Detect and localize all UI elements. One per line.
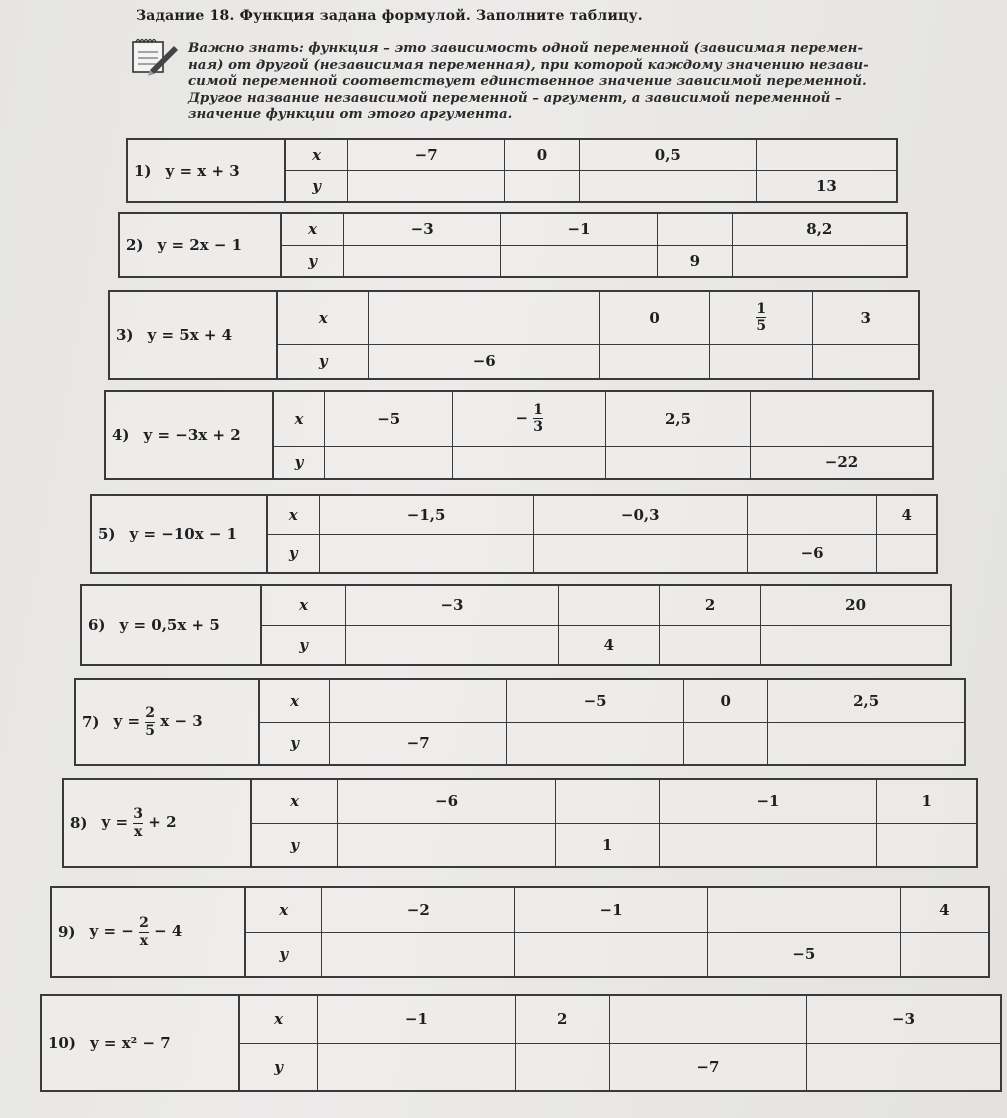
important-note xyxy=(188,40,903,123)
task-number: 10) xyxy=(48,1034,76,1052)
y-cell[interactable] xyxy=(600,344,710,378)
value-table xyxy=(260,680,964,764)
y-cell[interactable] xyxy=(346,625,559,664)
y-cell[interactable]: 9 xyxy=(657,245,732,276)
x-label: x xyxy=(262,586,346,625)
x-cell[interactable]: 4 xyxy=(900,888,988,932)
x-label: x xyxy=(268,496,319,534)
y-cell[interactable]: 1 xyxy=(555,823,659,866)
task-number: 1) xyxy=(134,161,152,180)
note-line: Другое название независимой переменной – аргумент, а зависимой переменной – xyxy=(188,89,842,106)
x-cell[interactable]: −7 xyxy=(348,140,505,171)
fraction-denominator: x xyxy=(133,823,143,840)
fraction-denominator: 5 xyxy=(145,722,156,739)
x-cell[interactable]: 0 xyxy=(684,680,768,722)
x-cell[interactable]: −1 xyxy=(501,214,658,245)
x-cell[interactable] xyxy=(558,586,659,625)
y-cell[interactable] xyxy=(348,171,505,202)
formula-fraction xyxy=(139,916,149,948)
task-formula xyxy=(82,586,262,664)
x-cell[interactable]: −1,5 xyxy=(319,496,533,534)
formula-text: y = 2x − 1 xyxy=(157,236,243,254)
y-cell[interactable]: −6 xyxy=(369,344,600,378)
value-table xyxy=(240,996,1000,1090)
x-cell[interactable]: 20 xyxy=(761,586,950,625)
task-number: 7) xyxy=(82,713,100,731)
formula-text xyxy=(114,706,203,738)
value-table xyxy=(286,140,896,201)
x-cell[interactable] xyxy=(750,392,932,446)
y-cell[interactable] xyxy=(684,722,768,764)
x-cell[interactable]: 3 xyxy=(813,292,918,344)
y-cell[interactable] xyxy=(761,625,950,664)
y-cell[interactable] xyxy=(768,722,964,764)
formula-fraction xyxy=(133,807,143,839)
x-cell[interactable]: −5 xyxy=(507,680,684,722)
formula-suffix: + 2 xyxy=(148,813,177,831)
fraction-numerator: 2 xyxy=(145,704,156,721)
y-cell[interactable] xyxy=(501,245,658,276)
note-line: значение функции от этого аргумента. xyxy=(188,106,513,122)
y-cell[interactable] xyxy=(710,344,813,378)
x-cell[interactable]: 0 xyxy=(600,292,710,344)
x-cell[interactable] xyxy=(657,214,732,245)
fraction-denominator: 3 xyxy=(533,419,544,436)
x-cell[interactable]: 0,5 xyxy=(579,140,756,171)
task-number: 2) xyxy=(126,236,144,254)
x-cell[interactable] xyxy=(369,292,600,344)
fraction-denominator: x xyxy=(139,932,149,949)
y-cell[interactable]: 13 xyxy=(756,171,896,202)
task-10 xyxy=(40,994,1002,1092)
formula-suffix: − 4 xyxy=(154,922,183,940)
fraction-one-third xyxy=(533,403,543,435)
x-cell[interactable]: 4 xyxy=(877,496,936,534)
task-number: 6) xyxy=(88,616,106,634)
y-cell[interactable] xyxy=(505,171,580,202)
y-cell[interactable] xyxy=(344,245,501,276)
x-label: x xyxy=(286,140,348,171)
y-cell[interactable] xyxy=(325,446,453,478)
x-cell[interactable] xyxy=(747,496,877,534)
fraction-numerator: 1 xyxy=(756,300,767,317)
task-5 xyxy=(90,494,938,574)
y-cell[interactable]: −7 xyxy=(609,1043,806,1090)
y-label: y xyxy=(274,446,325,478)
task-formula xyxy=(110,292,278,378)
formula-text: y = 5x + 4 xyxy=(147,326,233,344)
x-label: x xyxy=(246,888,322,932)
x-cell[interactable]: 0 xyxy=(505,140,580,171)
y-label: y xyxy=(260,722,330,764)
task-3 xyxy=(108,290,920,380)
y-label: y xyxy=(286,171,348,202)
fraction-numerator: 2 xyxy=(139,914,149,931)
task-1 xyxy=(126,138,898,203)
task-8 xyxy=(62,778,978,868)
note-line: ная) от другой (независимая переменная), при которой каждому значению незави- xyxy=(188,56,869,73)
y-cell[interactable]: −6 xyxy=(747,534,877,572)
x-cell[interactable]: −0,3 xyxy=(533,496,747,534)
task-formula xyxy=(92,496,268,572)
note-line: симой переменной соответствует единственное значение зависимой переменной. xyxy=(188,73,867,89)
x-label: x xyxy=(282,214,344,245)
y-cell[interactable] xyxy=(322,932,515,976)
formula-fraction xyxy=(145,706,155,738)
x-cell-fraction[interactable] xyxy=(710,292,813,344)
task-formula xyxy=(120,214,282,276)
x-cell[interactable]: −3 xyxy=(344,214,501,245)
x-cell[interactable] xyxy=(756,140,896,171)
task-4 xyxy=(104,390,934,480)
fraction-one-fifth xyxy=(756,302,766,334)
task-number: 3) xyxy=(116,326,134,344)
x-cell[interactable]: 1 xyxy=(877,780,976,823)
x-label: x xyxy=(252,780,338,823)
y-label: y xyxy=(282,245,344,276)
y-cell[interactable] xyxy=(877,823,976,866)
y-cell[interactable]: −22 xyxy=(750,446,932,478)
y-cell[interactable] xyxy=(318,1043,515,1090)
y-label: y xyxy=(262,625,346,664)
task-formula xyxy=(52,888,246,976)
y-cell[interactable]: −5 xyxy=(707,932,900,976)
x-cell[interactable]: −5 xyxy=(325,392,453,446)
y-label: y xyxy=(278,344,369,378)
task-number: 8) xyxy=(70,814,88,832)
x-cell[interactable]: 2 xyxy=(515,996,609,1043)
value-table xyxy=(246,888,988,976)
y-cell[interactable] xyxy=(732,245,906,276)
value-table xyxy=(278,292,918,378)
x-cell[interactable]: −3 xyxy=(346,586,559,625)
y-cell[interactable] xyxy=(606,446,751,478)
x-cell[interactable]: −1 xyxy=(515,888,708,932)
y-cell[interactable] xyxy=(515,1043,609,1090)
y-label: y xyxy=(240,1043,318,1090)
x-cell[interactable]: 8,2 xyxy=(732,214,906,245)
y-cell[interactable] xyxy=(338,823,556,866)
x-cell[interactable]: −3 xyxy=(807,996,1000,1043)
y-cell[interactable] xyxy=(900,932,988,976)
task-title: Задание 18. Функция задана формулой. Заполните таблицу. xyxy=(136,8,643,24)
y-cell[interactable] xyxy=(533,534,747,572)
y-cell[interactable]: 4 xyxy=(558,625,659,664)
y-cell[interactable] xyxy=(579,171,756,202)
task-7 xyxy=(74,678,966,766)
x-cell[interactable]: 2,5 xyxy=(768,680,964,722)
y-cell[interactable] xyxy=(515,932,708,976)
y-label: y xyxy=(268,534,319,572)
formula-text: y = x + 3 xyxy=(165,161,240,180)
x-cell[interactable] xyxy=(330,680,507,722)
value-table xyxy=(252,780,976,866)
value-table xyxy=(282,214,906,276)
formula-suffix: x − 3 xyxy=(160,712,203,730)
task-number: 5) xyxy=(98,525,116,543)
pencil-notepad-icon xyxy=(130,36,180,76)
formula-text: y = −3x + 2 xyxy=(143,426,241,444)
y-cell[interactable] xyxy=(507,722,684,764)
value-table xyxy=(268,496,936,572)
x-label: x xyxy=(260,680,330,722)
formula-text: y = 0,5x + 5 xyxy=(119,616,220,634)
x-label: x xyxy=(240,996,318,1043)
formula-text: y = −10x − 1 xyxy=(129,525,238,543)
x-cell[interactable] xyxy=(609,996,806,1043)
fraction-sign: − xyxy=(515,408,529,427)
x-cell[interactable] xyxy=(555,780,659,823)
formula-text: y = x² − 7 xyxy=(89,1034,171,1052)
y-label: y xyxy=(246,932,322,976)
x-cell[interactable]: −1 xyxy=(318,996,515,1043)
task-formula xyxy=(42,996,240,1090)
fraction-numerator: 1 xyxy=(533,401,544,418)
formula-prefix: y = xyxy=(101,813,129,831)
task-formula xyxy=(128,140,286,201)
task-2 xyxy=(118,212,908,278)
formula-prefix: y = xyxy=(113,712,141,730)
y-cell[interactable] xyxy=(877,534,936,572)
x-cell[interactable]: 2,5 xyxy=(606,392,751,446)
x-cell[interactable] xyxy=(707,888,900,932)
x-cell[interactable]: 2 xyxy=(660,586,761,625)
y-cell[interactable] xyxy=(659,823,877,866)
y-cell[interactable]: −7 xyxy=(330,722,507,764)
x-cell[interactable]: −6 xyxy=(338,780,556,823)
y-label: y xyxy=(252,823,338,866)
task-number: 4) xyxy=(112,426,130,444)
y-cell[interactable] xyxy=(807,1043,1000,1090)
formula-text xyxy=(102,807,177,839)
x-cell-fraction[interactable] xyxy=(453,392,606,446)
fraction-numerator: 3 xyxy=(133,805,144,822)
formula-prefix: y = − xyxy=(89,922,134,940)
note-line: Важно знать: функция – это зависимость одной переменной (зависимая перемен- xyxy=(188,40,864,56)
task-6 xyxy=(80,584,952,666)
y-cell[interactable] xyxy=(319,534,533,572)
x-cell[interactable]: −2 xyxy=(322,888,515,932)
task-number: 9) xyxy=(58,923,76,941)
value-table xyxy=(274,392,932,478)
fraction-denominator: 5 xyxy=(756,318,767,335)
y-cell[interactable] xyxy=(453,446,606,478)
task-9 xyxy=(50,886,990,978)
task-formula xyxy=(64,780,252,866)
y-cell[interactable] xyxy=(813,344,918,378)
task-formula xyxy=(106,392,274,478)
x-cell[interactable]: −1 xyxy=(659,780,877,823)
formula-text xyxy=(90,916,183,948)
x-label: x xyxy=(274,392,325,446)
value-table xyxy=(262,586,950,664)
x-label: x xyxy=(278,292,369,344)
task-formula xyxy=(76,680,260,764)
y-cell[interactable] xyxy=(660,625,761,664)
